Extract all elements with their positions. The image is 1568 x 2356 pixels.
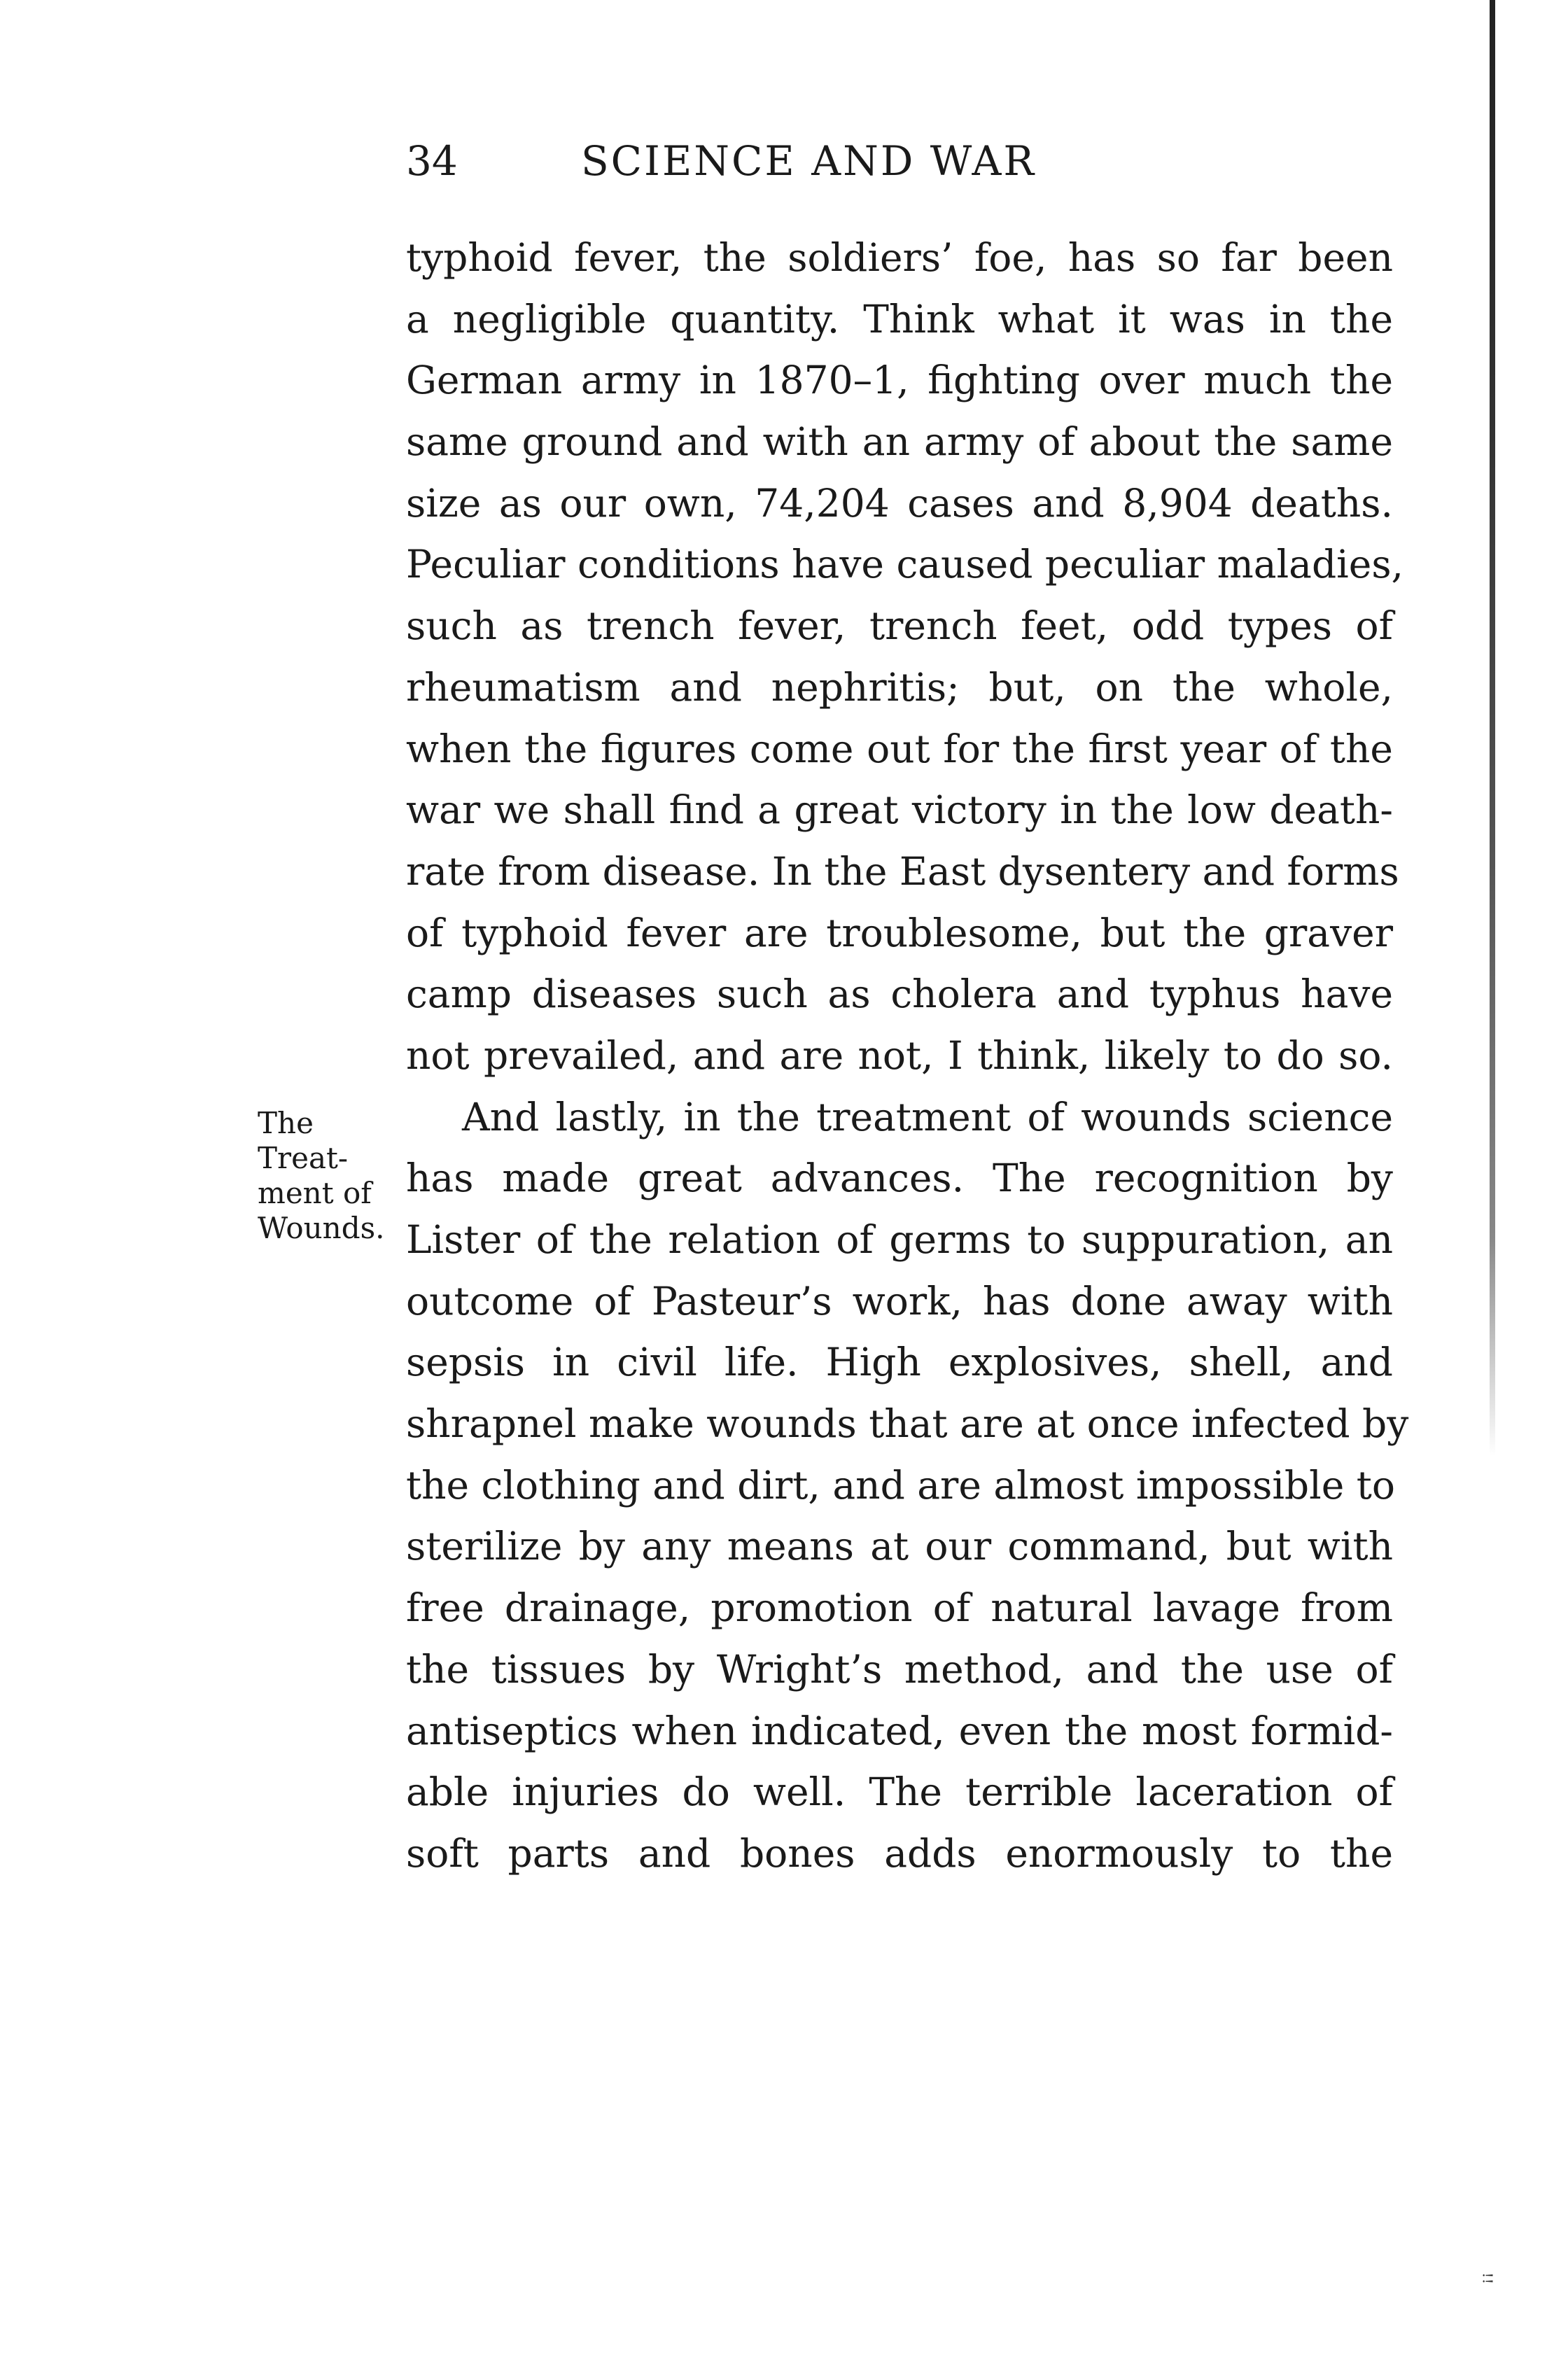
text-line: war we shall find a great victory in the low death- (406, 787, 1393, 833)
text-line: outcome of Pasteur’s work, has done away with (406, 1278, 1393, 1324)
text-line: a negligible quantity. Think what it was in the (406, 296, 1393, 342)
text-line: German army in 1870–1, fighting over much the (406, 358, 1393, 403)
text-line: able injuries do well. The terrible laceration of (406, 1769, 1393, 1815)
page-number: 34 (406, 137, 458, 185)
text-line: such as trench fever, trench feet, odd types of (406, 603, 1393, 649)
text-line: rate from disease. In the East dysentery and forms (406, 848, 1399, 894)
text-line: soft parts and bones adds enormously to the (406, 1830, 1393, 1876)
text-line: when the figures come out for the first year of the (406, 726, 1393, 771)
running-head (406, 129, 1393, 192)
text-line: of typhoid fever are troublesome, but the graver (406, 910, 1393, 955)
text-line: sterilize by any means at our command, but with (406, 1524, 1393, 1569)
text-line: has made great advances. The recognition by (406, 1156, 1393, 1201)
text-line: Lister of the relation of germs to suppuration, an (406, 1217, 1393, 1262)
sidenote-line: Treat- (258, 1141, 349, 1175)
page-edge-shadow (1490, 0, 1495, 1456)
text-line: same ground and with an army of about the same (406, 419, 1393, 465)
sidenote-line: ment of (258, 1176, 372, 1210)
sidenote-line: Wounds. (258, 1211, 385, 1245)
text-line: the tissues by Wright’s method, and the use of (406, 1646, 1393, 1692)
sidenote-line: The (258, 1106, 314, 1140)
text-line: Peculiar conditions have caused peculiar maladies, (406, 542, 1404, 587)
scan-edge-mark: ꜝꜝ (1469, 2272, 1497, 2285)
page-title: SCIENCE AND WAR (580, 137, 1037, 185)
text-line: not prevailed, and are not, I think, likely to do so. (406, 1032, 1393, 1078)
paragraph-start-line: And lastly, in the treatment of wounds science (462, 1094, 1393, 1140)
body-text (406, 227, 1409, 1885)
text-line: shrapnel make wounds that are at once infected by (406, 1401, 1409, 1447)
text-line: size as our own, 74,204 cases and 8,904 deaths. (406, 480, 1393, 526)
text-line: the clothing and dirt, and are almost impossible to (406, 1462, 1395, 1508)
text-line: sepsis in civil life. High explosives, shell, and (406, 1340, 1393, 1385)
text-line: antiseptics when indicated, even the most formid- (406, 1708, 1393, 1753)
text-line: rheumatism and nephritis; but, on the whole, (406, 664, 1393, 710)
text-line: camp diseases such as cholera and typhus have (406, 972, 1393, 1017)
text-line: typhoid fever, the soldiers’ foe, has so far been (406, 235, 1393, 280)
margin-sidenote (258, 1106, 405, 1246)
text-line: free drainage, promotion of natural lavage from (406, 1585, 1393, 1631)
